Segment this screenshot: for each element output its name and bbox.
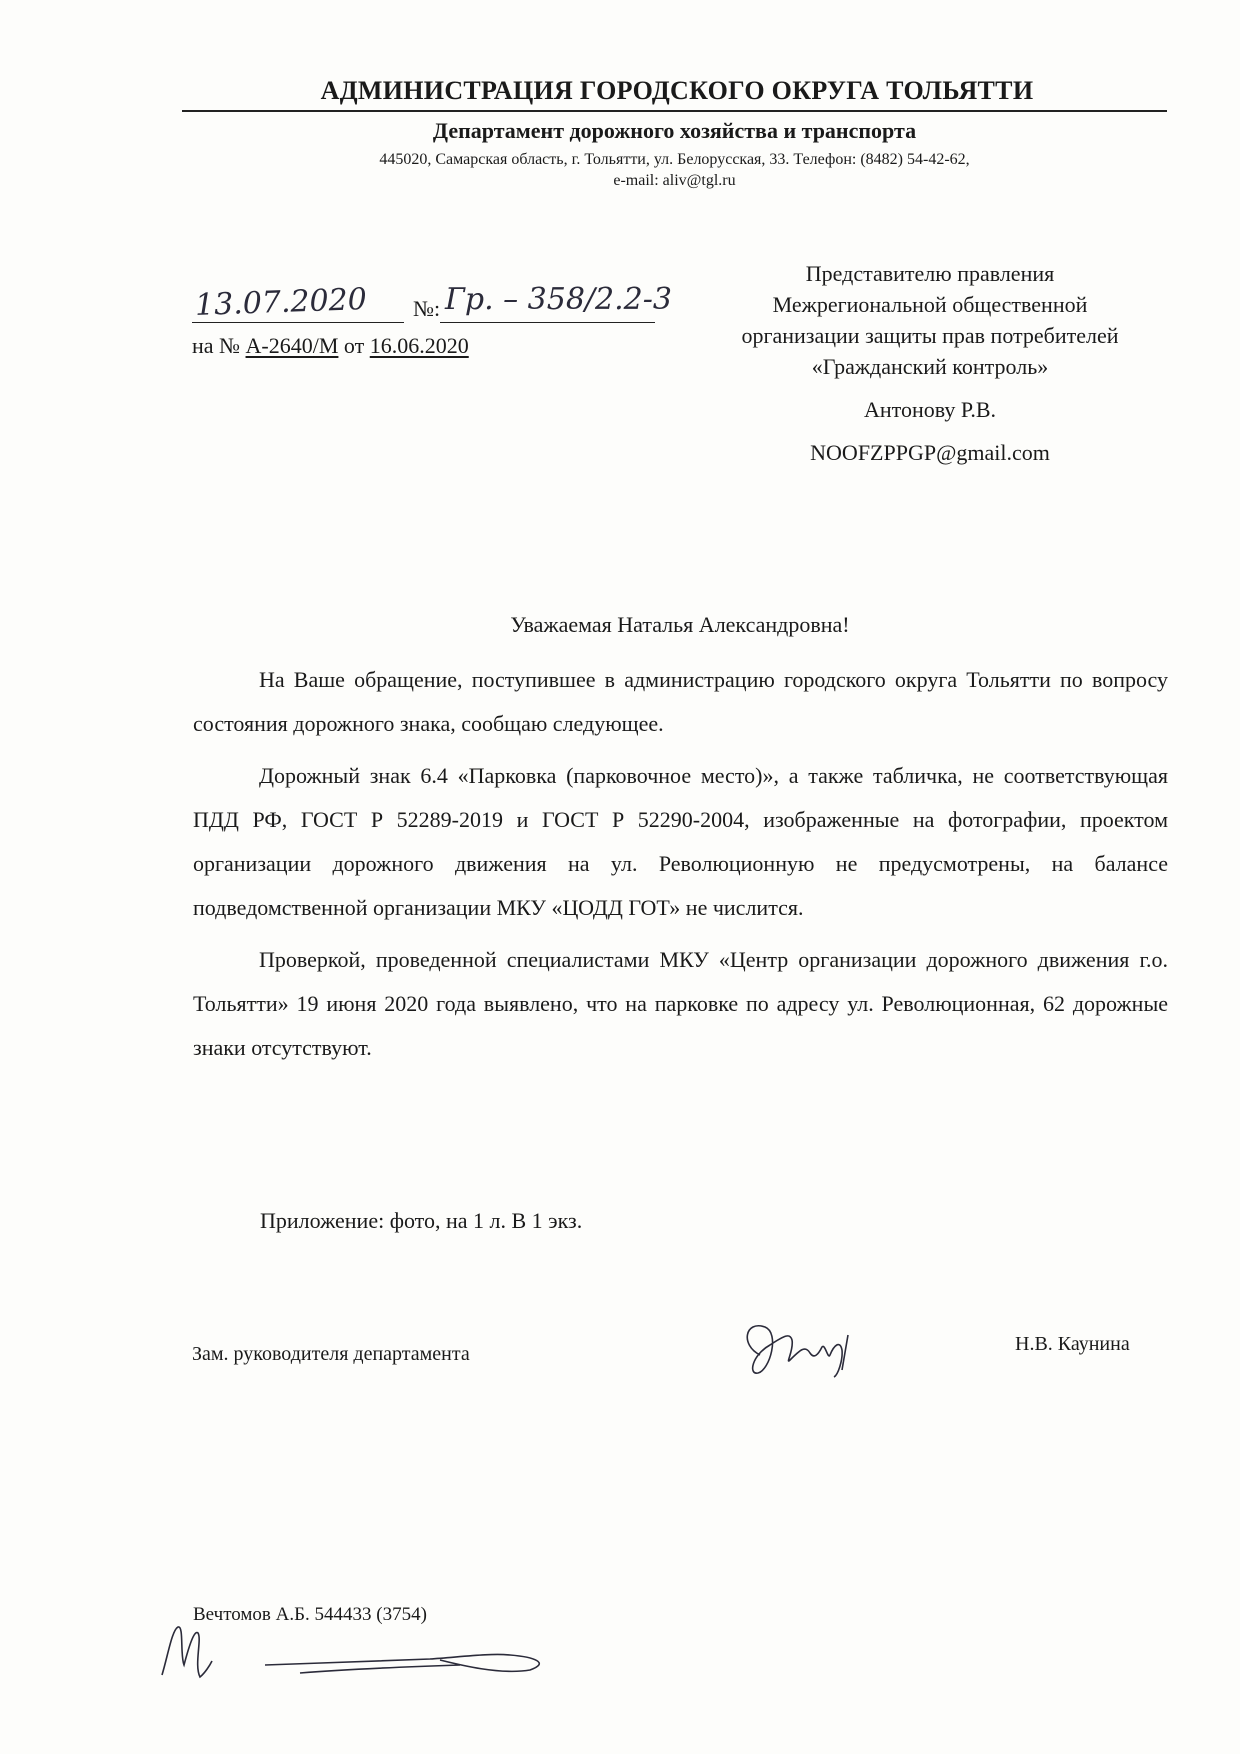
addressee-line: организации защиты прав потребителей <box>741 323 1119 348</box>
executor-info: Вечтомов А.Б. 544433 (3754) <box>193 1604 427 1625</box>
reference-line <box>192 333 469 359</box>
ref-number: А-2640/М <box>245 333 339 358</box>
handwritten-initials <box>150 1615 220 1690</box>
ref-date: 16.06.2020 <box>369 333 469 358</box>
addressee-line: Межрегиональной общественной <box>772 292 1088 317</box>
body-paragraph: Проверкой, проведенной специалистами МКУ «Центр организации дорожного движения г.о. Тольятти» 19 июня 2020 года выявлено, что на парковке по адресу ул. Революционная, 62 дорожные знаки отсутствуют. <box>193 947 1168 1060</box>
organization-title: АДМИНИСТРАЦИЯ ГОРОДСКОГО ОКРУГА ТОЛЬЯТТИ <box>320 76 1034 105</box>
addressee-line: «Гражданский контроль» <box>811 354 1049 379</box>
email-line: e-mail: aliv@tgl.ru <box>613 172 736 189</box>
body-paragraph: Дорожный знак 6.4 «Парковка (парковочное место)», а также табличка, не соответствующая ПДД РФ, ГОСТ Р 52289-2019 и ГОСТ Р 52290-2004, изображенные на фотографии, проектом организации дорожного движения на ул. Революционную не предусмотрены, на балансе подведомственной организации МКУ «ЦОДД ГОТ» не числится. <box>193 763 1168 920</box>
address-line: 445020, Самарская область, г. Тольятти, ул. Белорусская, 33. Телефон: (8482) 54-42-62, <box>379 151 970 168</box>
registration-date: 13.07.2020 <box>194 282 368 323</box>
handwritten-approval-mark <box>260 1635 560 1690</box>
ref-prefix: на № <box>192 333 241 358</box>
number-underline <box>440 322 655 323</box>
body-paragraph: На Ваше обращение, поступившее в администрацию городского округа Тольятти по вопросу состояния дорожного знака, сообщаю следующее. <box>193 667 1168 736</box>
addressee-block <box>670 258 1190 468</box>
addressee-name: Антонову Р.В. <box>863 397 997 422</box>
handwritten-signature <box>730 1315 890 1390</box>
addressee-email: NOOFZPPGP@gmail.com <box>810 440 1050 465</box>
department-title: Департамент дорожного хозяйства и транспорта <box>432 118 917 143</box>
department-address <box>182 149 1167 191</box>
date-underline <box>192 322 404 323</box>
addressee-line: Представителю правления <box>805 261 1055 286</box>
header-rule <box>182 110 1167 112</box>
signer-name: Н.В. Каунина <box>1015 1333 1130 1355</box>
ref-from: от <box>343 333 365 358</box>
letter-body <box>193 658 1168 1078</box>
salutation: Уважаемая Наталья Александровна! <box>510 612 850 637</box>
attachment-note: Приложение: фото, на 1 л. В 1 экз. <box>260 1208 583 1233</box>
number-sign: №: <box>413 296 441 321</box>
signer-position: Зам. руководителя департамента <box>192 1343 470 1365</box>
registration-number: Гр. – 358/2.2-3 <box>445 282 672 317</box>
